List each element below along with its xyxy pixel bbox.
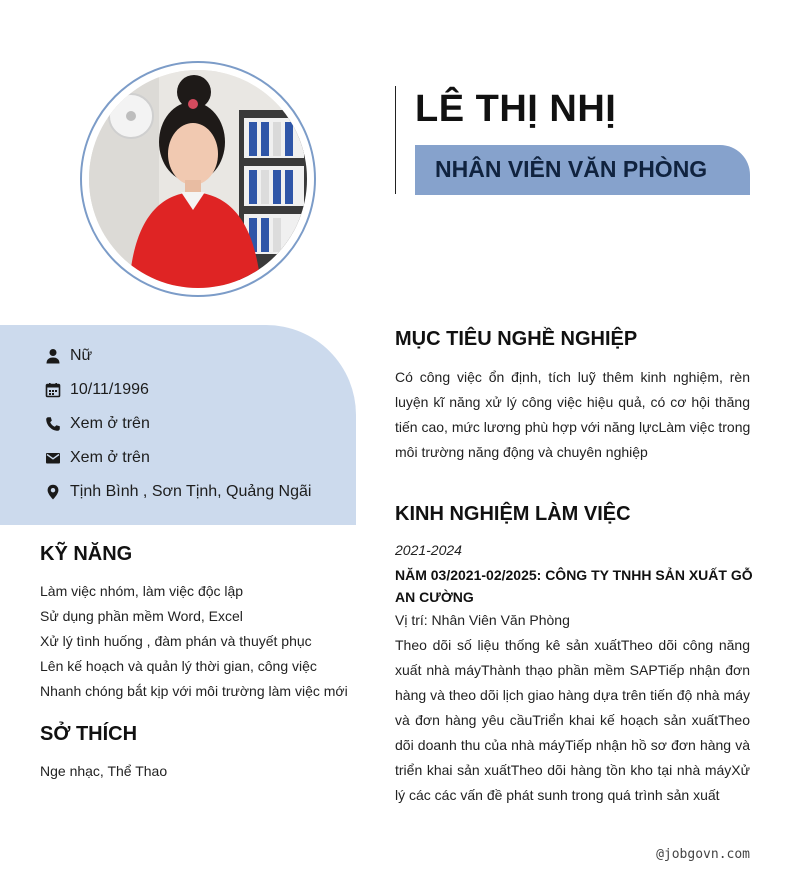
phone-icon [44, 416, 61, 433]
experience-description [395, 633, 750, 808]
description-line: xuất nhà máyThành thạo phần mềm SAPTiếp nhận đơn [395, 662, 750, 678]
experience-company [395, 564, 753, 608]
calendar-icon [44, 382, 61, 399]
info-phone [44, 412, 150, 436]
job-title: NHÂN VIÊN VĂN PHÒNG [435, 156, 708, 182]
description-line: Theo dõi số liệu thống kê sản xuấtTheo dõi công năng [395, 637, 750, 653]
info-gender [44, 344, 92, 368]
experience-title: KINH NGHIỆM LÀM VIỆC [395, 503, 631, 525]
location-icon [44, 484, 61, 501]
birthdate-value: 10/11/1996 [70, 381, 149, 398]
description-line: dõi doanh thu của nhà máyTiếp nhận hồ sơ đơn hàng và [395, 737, 750, 753]
objective-text [395, 365, 750, 465]
objective-line: Có công việc ổn định, tích luỹ thêm kinh nghiệm, rèn [395, 369, 750, 385]
objective-title: MỤC TIÊU NGHỀ NGHIỆP [395, 328, 638, 350]
objective-line: tiến cao, mức lương phù hợp với năng lựcLàm việc trong [395, 419, 751, 435]
skill-item: Làm việc nhóm, làm việc độc lập [40, 583, 244, 599]
objective-line: luyện kĩ năng xử lý công việc hiệu quả, có cơ hội thăng [395, 394, 750, 410]
address-value: Tịnh Bình , Sơn Tịnh, Quảng Ngãi [70, 483, 312, 500]
skill-item: Sử dụng phần mềm Word, Excel [40, 608, 243, 624]
company-line: AN CƯỜNG [395, 589, 474, 605]
role-banner [415, 145, 750, 195]
company-line: NĂM 03/2021-02/2025: CÔNG TY TNHH SẢN XUẤT GỖ [395, 567, 753, 583]
phone-value: Xem ở trên [70, 415, 150, 432]
objective-line: môi trường năng động và chuyên nghiệp [395, 444, 648, 460]
mail-icon [44, 450, 61, 467]
skill-item: Lên kế hoạch và quản lý thời gian, công việc [40, 658, 317, 674]
person-icon [44, 348, 61, 365]
skills-title: KỸ NĂNG [40, 543, 133, 565]
header-divider [395, 86, 396, 194]
info-address [44, 480, 311, 504]
hobbies-text: Nge nhạc, Thể Thao [40, 763, 168, 779]
avatar-photo [89, 70, 307, 288]
candidate-name: LÊ THỊ NHỊ [415, 88, 617, 130]
skill-item: Xử lý tình huống , đàm phán và thuyết phục [40, 633, 312, 649]
avatar [89, 70, 307, 288]
info-email [44, 446, 150, 470]
description-line: triển khai sản xuấtTheo dõi hàng tồn kho tại nhà máyXử [395, 762, 750, 778]
skill-item: Nhanh chóng bắt kịp với môi trường làm việc mới [40, 683, 348, 699]
info-birthdate [44, 378, 149, 402]
experience-position: Vị trí: Nhân Viên Văn Phòng [395, 612, 570, 628]
hobbies-title: SỞ THÍCH [40, 723, 138, 745]
description-line: lý các các vấn đề phát sunh trong quá trình sản xuất [395, 787, 720, 803]
gender-value: Nữ [70, 347, 93, 364]
email-value: Xem ở trên [70, 449, 150, 466]
description-line: và đơn hàng yêu cầuTriển khai kế hoạch sản xuấtTheo [395, 712, 750, 728]
watermark: @jobgovn.com [656, 847, 750, 862]
experience-period: 2021-2024 [395, 542, 462, 558]
description-line: hàng và theo dõi lịch giao hàng dựa trên tiến độ nhà máy [395, 687, 750, 703]
